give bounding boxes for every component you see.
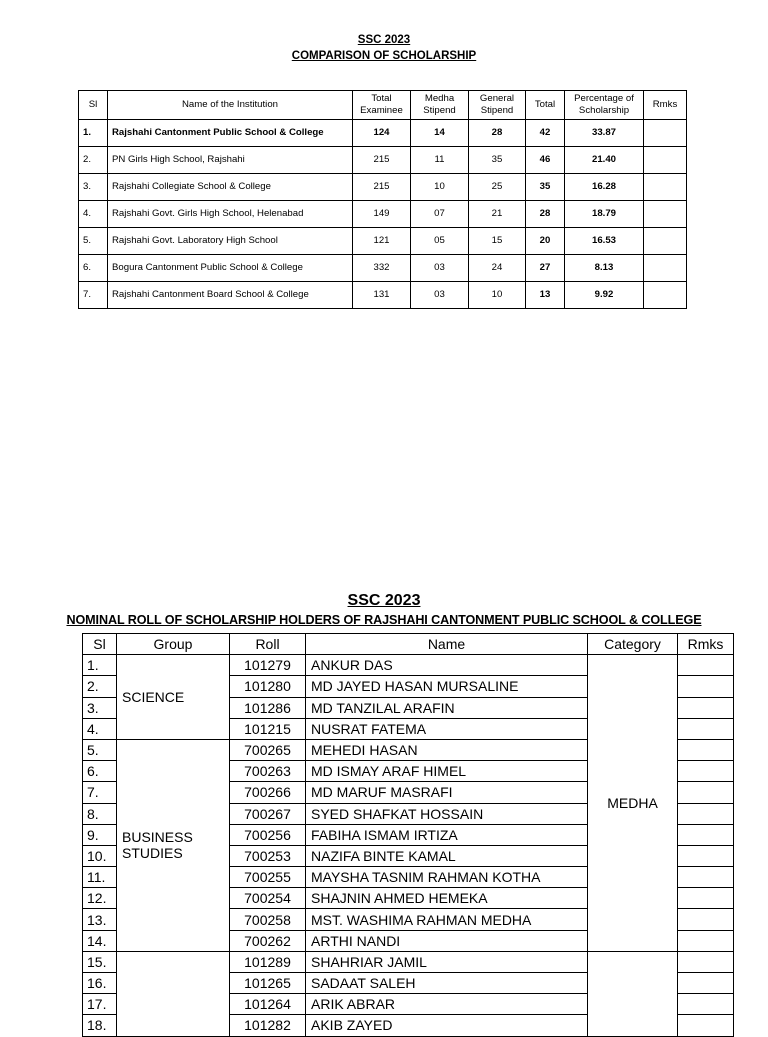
roll-cell-rmks <box>678 845 734 866</box>
roll-cell-sl: 4. <box>83 718 117 739</box>
roll-header-group: Group <box>117 634 230 655</box>
cell-general: 15 <box>469 228 526 255</box>
comparison-row <box>79 228 687 255</box>
roll-cell-name: SHAHRIAR JAMIL <box>306 951 588 972</box>
cell-total-examinee: 215 <box>353 147 411 174</box>
roll-cell-sl: 8. <box>83 803 117 824</box>
roll-cell-sl: 18. <box>83 1015 117 1036</box>
roll-cell-rmks <box>678 951 734 972</box>
nominal-roll-subtitle: NOMINAL ROLL OF SCHOLARSHIP HOLDERS OF RAJSHAHI CANTONMENT PUBLIC SCHOOL & COLLEGE <box>66 613 702 627</box>
roll-cell-roll: 101286 <box>230 697 306 718</box>
roll-cell-rmks <box>678 867 734 888</box>
roll-cell-rmks <box>678 909 734 930</box>
cell-sl: 4. <box>79 201 108 228</box>
cell-sl: 3. <box>79 174 108 201</box>
roll-cell-rmks <box>678 782 734 803</box>
roll-cell-name: MD TANZILAL ARAFIN <box>306 697 588 718</box>
comparison-table <box>78 90 687 309</box>
roll-cell-name: MAYSHA TASNIM RAHMAN KOTHA <box>306 867 588 888</box>
cell-percentage: 9.92 <box>565 282 644 309</box>
roll-cell-sl: 15. <box>83 951 117 972</box>
roll-header-category: Category <box>588 634 678 655</box>
nominal-roll-title: SSC 2023 <box>347 592 421 609</box>
cell-medha: 03 <box>411 255 469 282</box>
roll-cell-sl: 9. <box>83 824 117 845</box>
roll-cell-name: MEHEDI HASAN <box>306 739 588 760</box>
roll-cell-rmks <box>678 655 734 676</box>
roll-header-name: Name <box>306 634 588 655</box>
roll-cell-roll: 101265 <box>230 973 306 994</box>
roll-cell-name: MD ISMAY ARAF HIMEL <box>306 761 588 782</box>
cell-total-examinee: 121 <box>353 228 411 255</box>
category-medha: MEDHA <box>588 655 678 952</box>
roll-cell-rmks <box>678 676 734 697</box>
cell-sl: 1. <box>79 120 108 147</box>
roll-cell-roll: 700263 <box>230 761 306 782</box>
header-sl: Sl <box>79 91 108 120</box>
cell-medha: 10 <box>411 174 469 201</box>
roll-cell-roll: 700265 <box>230 739 306 760</box>
comparison-subtitle: COMPARISON OF SCHOLARSHIP <box>291 50 477 62</box>
roll-cell-name: NUSRAT FATEMA <box>306 718 588 739</box>
cell-total-examinee: 149 <box>353 201 411 228</box>
cell-total: 42 <box>526 120 565 147</box>
cell-total-examinee: 332 <box>353 255 411 282</box>
roll-cell-sl: 14. <box>83 930 117 951</box>
roll-cell-roll: 700256 <box>230 824 306 845</box>
roll-cell-roll: 101280 <box>230 676 306 697</box>
roll-cell-rmks <box>678 697 734 718</box>
roll-cell-roll: 101279 <box>230 655 306 676</box>
roll-cell-rmks <box>678 973 734 994</box>
comparison-row <box>79 174 687 201</box>
cell-total: 28 <box>526 201 565 228</box>
roll-cell-name: ARIK ABRAR <box>306 994 588 1015</box>
roll-cell-roll: 700266 <box>230 782 306 803</box>
cell-institution: Rajshahi Govt. Girls High School, Helenabad <box>108 201 353 228</box>
roll-cell-roll: 700262 <box>230 930 306 951</box>
comparison-title: SSC 2023 <box>357 34 411 46</box>
cell-general: 24 <box>469 255 526 282</box>
group-cell <box>117 951 230 1036</box>
roll-cell-name: MD MARUF MASRAFI <box>306 782 588 803</box>
roll-cell-name: SHAJNIN AHMED HEMEKA <box>306 888 588 909</box>
header-medha-stipend: Medha Stipend <box>411 91 469 120</box>
roll-cell-name: MD JAYED HASAN MURSALINE <box>306 676 588 697</box>
cell-rmks <box>644 255 687 282</box>
cell-total: 20 <box>526 228 565 255</box>
cell-institution: Bogura Cantonment Public School & College <box>108 255 353 282</box>
roll-header-rmks: Rmks <box>678 634 734 655</box>
cell-sl: 5. <box>79 228 108 255</box>
cell-medha: 07 <box>411 201 469 228</box>
roll-cell-rmks <box>678 824 734 845</box>
group-business-studies: BUSINESS STUDIES <box>117 739 230 951</box>
header-general-stipend: General Stipend <box>469 91 526 120</box>
roll-cell-roll: 101215 <box>230 718 306 739</box>
roll-cell-sl: 5. <box>83 739 117 760</box>
cell-total: 46 <box>526 147 565 174</box>
roll-cell-name: NAZIFA BINTE KAMAL <box>306 845 588 866</box>
roll-cell-name: AKIB ZAYED <box>306 1015 588 1036</box>
roll-cell-name: ANKUR DAS <box>306 655 588 676</box>
cell-general: 25 <box>469 174 526 201</box>
roll-cell-sl: 16. <box>83 973 117 994</box>
roll-header-row <box>83 634 734 655</box>
roll-cell-roll: 700258 <box>230 909 306 930</box>
cell-medha: 05 <box>411 228 469 255</box>
cell-institution: Rajshahi Govt. Laboratory High School <box>108 228 353 255</box>
roll-header-roll: Roll <box>230 634 306 655</box>
roll-header-sl: Sl <box>83 634 117 655</box>
roll-cell-rmks <box>678 888 734 909</box>
header-total: Total <box>526 91 565 120</box>
roll-cell-sl: 7. <box>83 782 117 803</box>
roll-cell-roll: 101289 <box>230 951 306 972</box>
cell-institution: Rajshahi Cantonment Public School & College <box>108 120 353 147</box>
header-percentage: Percentage of Scholarship <box>565 91 644 120</box>
cell-percentage: 18.79 <box>565 201 644 228</box>
cell-percentage: 21.40 <box>565 147 644 174</box>
comparison-header-row <box>79 91 687 120</box>
cell-rmks <box>644 120 687 147</box>
comparison-row <box>79 282 687 309</box>
header-institution: Name of the Institution <box>108 91 353 120</box>
roll-cell-roll: 101264 <box>230 994 306 1015</box>
cell-total-examinee: 124 <box>353 120 411 147</box>
roll-cell-sl: 6. <box>83 761 117 782</box>
roll-cell-sl: 13. <box>83 909 117 930</box>
roll-cell-name: SADAAT SALEH <box>306 973 588 994</box>
cell-institution: Rajshahi Cantonment Board School & College <box>108 282 353 309</box>
cell-total: 13 <box>526 282 565 309</box>
cell-rmks <box>644 174 687 201</box>
roll-cell-sl: 1. <box>83 655 117 676</box>
nominal-roll-table <box>82 633 734 1037</box>
roll-cell-sl: 11. <box>83 867 117 888</box>
cell-general: 10 <box>469 282 526 309</box>
roll-cell-roll: 700267 <box>230 803 306 824</box>
cell-total: 27 <box>526 255 565 282</box>
cell-general: 21 <box>469 201 526 228</box>
roll-row <box>83 655 734 676</box>
group-science: SCIENCE <box>117 655 230 740</box>
roll-cell-rmks <box>678 803 734 824</box>
roll-cell-name: SYED SHAFKAT HOSSAIN <box>306 803 588 824</box>
header-total-examinee: Total Examinee <box>353 91 411 120</box>
cell-total-examinee: 215 <box>353 174 411 201</box>
roll-cell-roll: 700254 <box>230 888 306 909</box>
roll-cell-rmks <box>678 994 734 1015</box>
cell-total-examinee: 131 <box>353 282 411 309</box>
roll-cell-rmks <box>678 739 734 760</box>
comparison-row <box>79 147 687 174</box>
roll-cell-rmks <box>678 761 734 782</box>
cell-percentage: 16.53 <box>565 228 644 255</box>
comparison-row <box>79 255 687 282</box>
cell-medha: 03 <box>411 282 469 309</box>
cell-general: 35 <box>469 147 526 174</box>
cell-percentage: 33.87 <box>565 120 644 147</box>
cell-rmks <box>644 147 687 174</box>
cell-percentage: 16.28 <box>565 174 644 201</box>
cell-sl: 2. <box>79 147 108 174</box>
cell-institution: Rajshahi Collegiate School & College <box>108 174 353 201</box>
cell-total: 35 <box>526 174 565 201</box>
category-cell <box>588 951 678 1036</box>
cell-sl: 6. <box>79 255 108 282</box>
cell-medha: 14 <box>411 120 469 147</box>
roll-row <box>83 951 734 972</box>
cell-percentage: 8.13 <box>565 255 644 282</box>
cell-rmks <box>644 201 687 228</box>
roll-cell-name: FABIHA ISMAM IRTIZA <box>306 824 588 845</box>
cell-rmks <box>644 282 687 309</box>
comparison-row <box>79 120 687 147</box>
roll-cell-rmks <box>678 718 734 739</box>
roll-cell-sl: 12. <box>83 888 117 909</box>
cell-rmks <box>644 228 687 255</box>
cell-general: 28 <box>469 120 526 147</box>
roll-cell-roll: 101282 <box>230 1015 306 1036</box>
roll-cell-rmks <box>678 1015 734 1036</box>
cell-institution: PN Girls High School, Rajshahi <box>108 147 353 174</box>
roll-cell-sl: 17. <box>83 994 117 1015</box>
roll-cell-sl: 10. <box>83 845 117 866</box>
roll-cell-sl: 3. <box>83 697 117 718</box>
cell-medha: 11 <box>411 147 469 174</box>
header-rmks: Rmks <box>644 91 687 120</box>
roll-cell-rmks <box>678 930 734 951</box>
cell-sl: 7. <box>79 282 108 309</box>
roll-cell-sl: 2. <box>83 676 117 697</box>
roll-cell-name: ARTHI NANDI <box>306 930 588 951</box>
roll-cell-roll: 700253 <box>230 845 306 866</box>
roll-cell-name: MST. WASHIMA RAHMAN MEDHA <box>306 909 588 930</box>
comparison-row <box>79 201 687 228</box>
roll-cell-roll: 700255 <box>230 867 306 888</box>
